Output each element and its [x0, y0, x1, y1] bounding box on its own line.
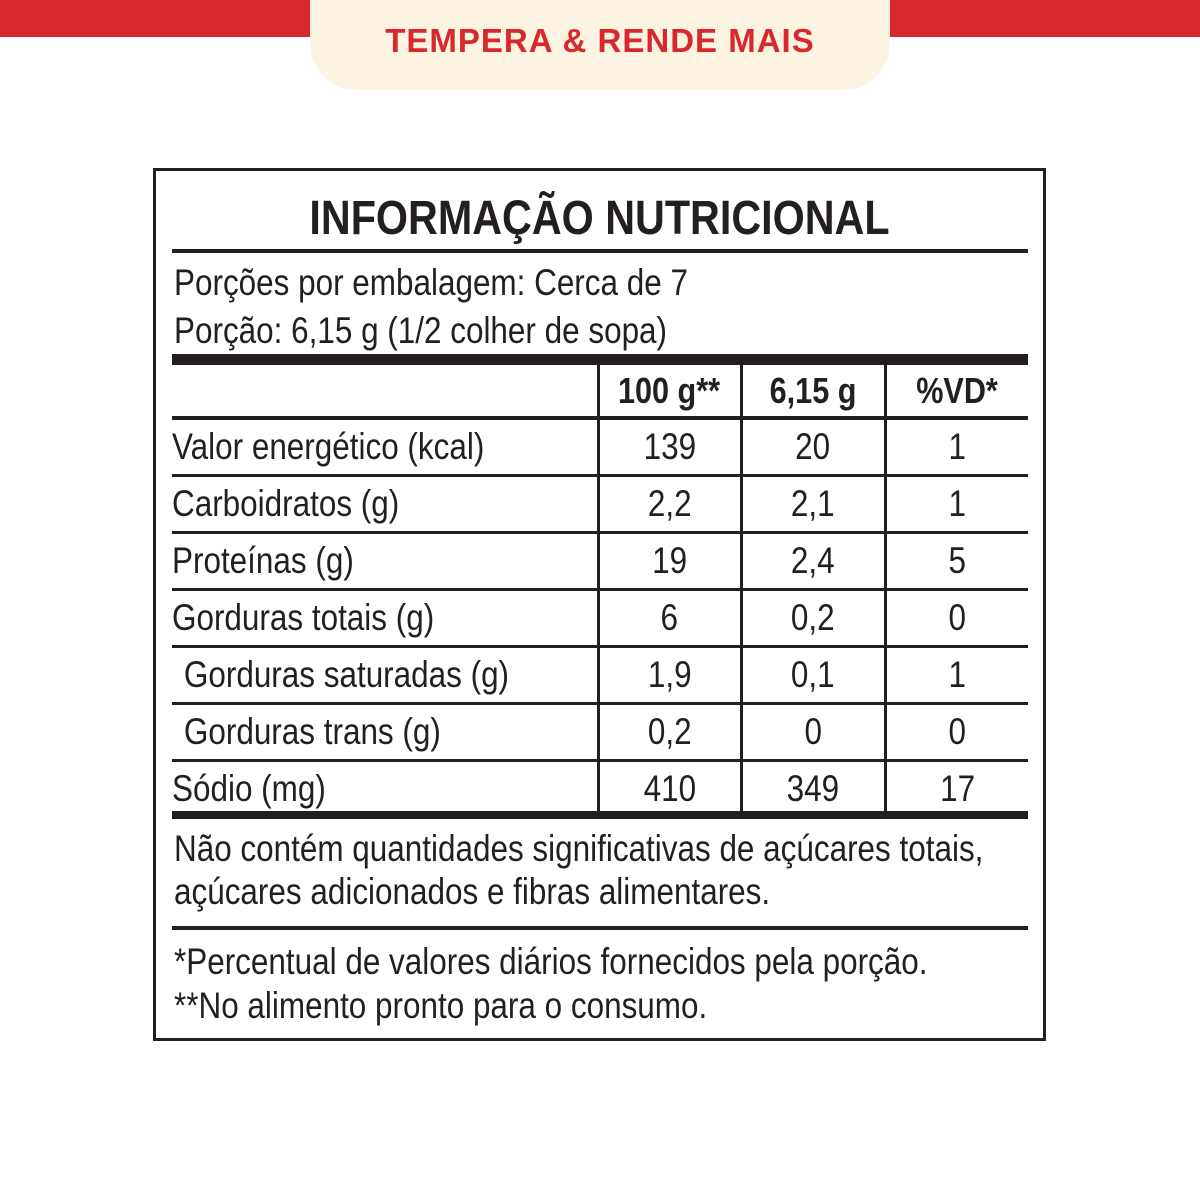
column-header-nutrient [172, 365, 598, 418]
table-row [172, 704, 1028, 761]
table-row [172, 418, 1028, 476]
value-daily-percent: 1 [885, 647, 1028, 704]
value-daily-percent: 1 [885, 418, 1028, 476]
value-per-serving: 2,1 [741, 476, 885, 533]
footnote-divider [172, 926, 1028, 930]
nutrient-name: Carboidratos (g) [172, 476, 598, 533]
value-per-serving: 0,2 [741, 590, 885, 647]
table-row [172, 476, 1028, 533]
value-per-100g: 1,9 [598, 647, 741, 704]
nutrient-name: Sódio (mg) [172, 761, 598, 817]
serving-size: Porção: 6,15 g (1/2 colher de sopa) [174, 310, 668, 351]
value-daily-percent: 5 [885, 533, 1028, 590]
table-row [172, 761, 1028, 817]
nutrient-name: Proteínas (g) [172, 533, 598, 590]
nutrition-facts-label [153, 168, 1046, 1041]
value-per-100g: 2,2 [598, 476, 741, 533]
value-per-serving: 349 [741, 761, 885, 817]
column-header-daily-value: %VD* [885, 365, 1028, 418]
value-per-100g: 19 [598, 533, 741, 590]
nutrition-table [172, 365, 1028, 816]
value-per-100g: 410 [598, 761, 741, 817]
header-tagline: TEMPERA & RENDE MAIS [385, 22, 815, 59]
column-header-per-100g: 100 g** [598, 365, 741, 418]
table-row [172, 533, 1028, 590]
table-bottom-divider [172, 811, 1028, 819]
value-daily-percent: 1 [885, 476, 1028, 533]
value-per-100g: 0,2 [598, 704, 741, 761]
footnote-ready-to-eat: **No alimento pronto para o consumo. [174, 985, 708, 1026]
table-header-row [172, 365, 1028, 418]
nutrient-name: Gorduras trans (g) [172, 704, 598, 761]
thick-divider [172, 354, 1028, 365]
value-daily-percent: 0 [885, 590, 1028, 647]
table-row [172, 590, 1028, 647]
value-per-serving: 2,4 [741, 533, 885, 590]
value-per-serving: 20 [741, 418, 885, 476]
value-per-100g: 139 [598, 418, 741, 476]
column-header-per-serving: 6,15 g [741, 365, 885, 418]
title-divider [172, 249, 1028, 253]
nutrient-name: Gorduras saturadas (g) [172, 647, 598, 704]
value-per-serving: 0,1 [741, 647, 885, 704]
header-tab [310, 0, 890, 90]
nutrient-name: Gorduras totais (g) [172, 590, 598, 647]
value-daily-percent: 0 [885, 704, 1028, 761]
servings-per-package: Porções por embalagem: Cerca de 7 [174, 262, 688, 303]
value-per-100g: 6 [598, 590, 741, 647]
footnote-daily-values: *Percentual de valores diários fornecidos pela porção. [174, 941, 928, 982]
value-per-serving: 0 [741, 704, 885, 761]
nutrient-name: Valor energético (kcal) [172, 418, 598, 476]
notice-line-1: Não contém quantidades significativas de açúcares totais, [174, 828, 984, 869]
label-title: INFORMAÇÃO NUTRICIONAL [309, 192, 890, 245]
table-row [172, 647, 1028, 704]
notice-line-2: açúcares adicionados e fibras alimentares. [174, 871, 771, 912]
value-daily-percent: 17 [885, 761, 1028, 817]
